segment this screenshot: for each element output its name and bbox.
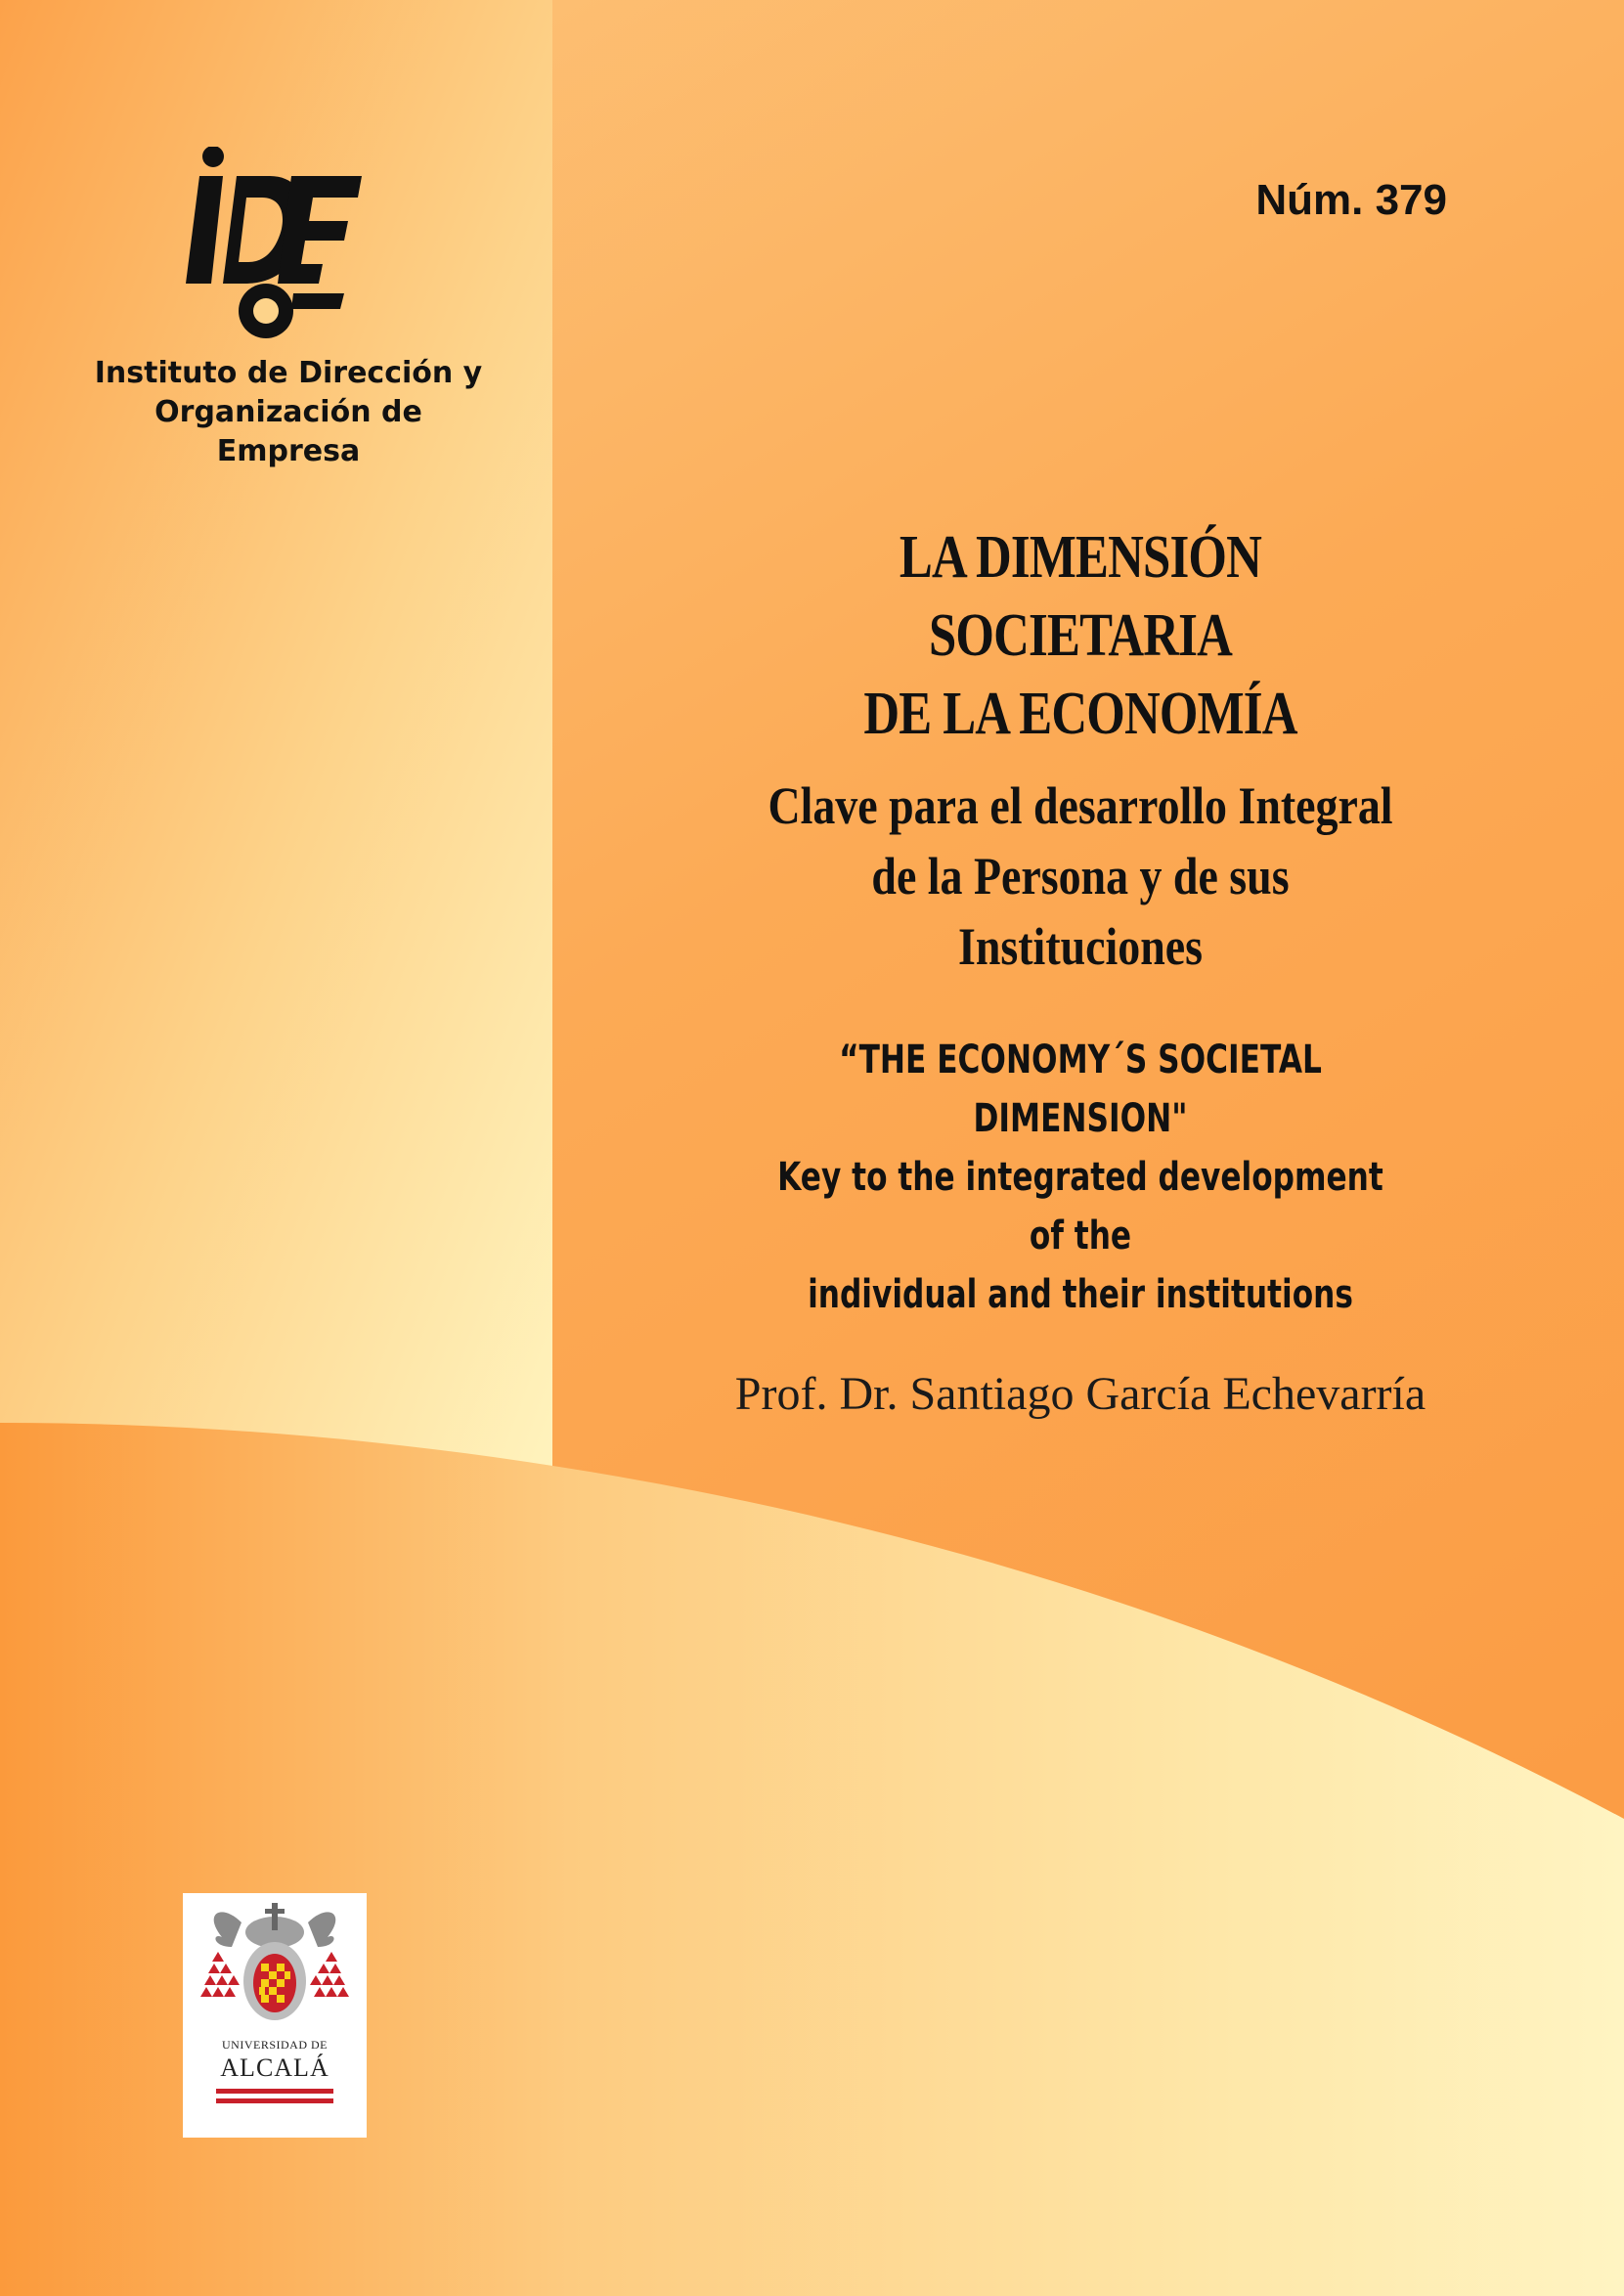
ide-logo-icon — [176, 147, 372, 342]
english-title-line3: individual and their institutions — [808, 1272, 1353, 1317]
university-red-bar-2 — [216, 2098, 333, 2103]
university-name-line1: UNIVERSIDAD DE — [222, 2038, 328, 2052]
english-title-line1: “THE ECONOMY´S SOCIETAL DIMENSION" — [839, 1038, 1322, 1141]
subtitle — [744, 771, 1418, 982]
subtitle-line2: de la Persona y de sus Instituciones — [871, 847, 1290, 976]
author-name: Prof. Dr. Santiago García Echevarría — [734, 1368, 1426, 1420]
university-red-bar-1 — [216, 2089, 333, 2094]
english-title — [771, 1031, 1389, 1324]
main-title-line2: DE LA ECONOMÍA — [863, 681, 1297, 747]
english-title-line2: Key to the integrated development of the — [777, 1155, 1383, 1258]
institute-name-line2: Organización de Empresa — [154, 395, 422, 468]
institute-name — [78, 354, 499, 471]
title-block — [684, 518, 1476, 1324]
main-title — [756, 518, 1405, 753]
subtitle-line1: Clave para el desarrollo Integral — [768, 776, 1393, 835]
university-logo — [183, 1893, 367, 2138]
university-name-line2: ALCALÁ — [220, 2053, 329, 2082]
main-title-line1: LA DIMENSIÓN SOCIETARIA — [899, 524, 1262, 669]
institute-name-line1: Instituto de Dirección y — [94, 356, 483, 390]
issue-number: Núm. 379 — [1255, 176, 1447, 224]
university-crest-icon — [183, 1893, 367, 2040]
